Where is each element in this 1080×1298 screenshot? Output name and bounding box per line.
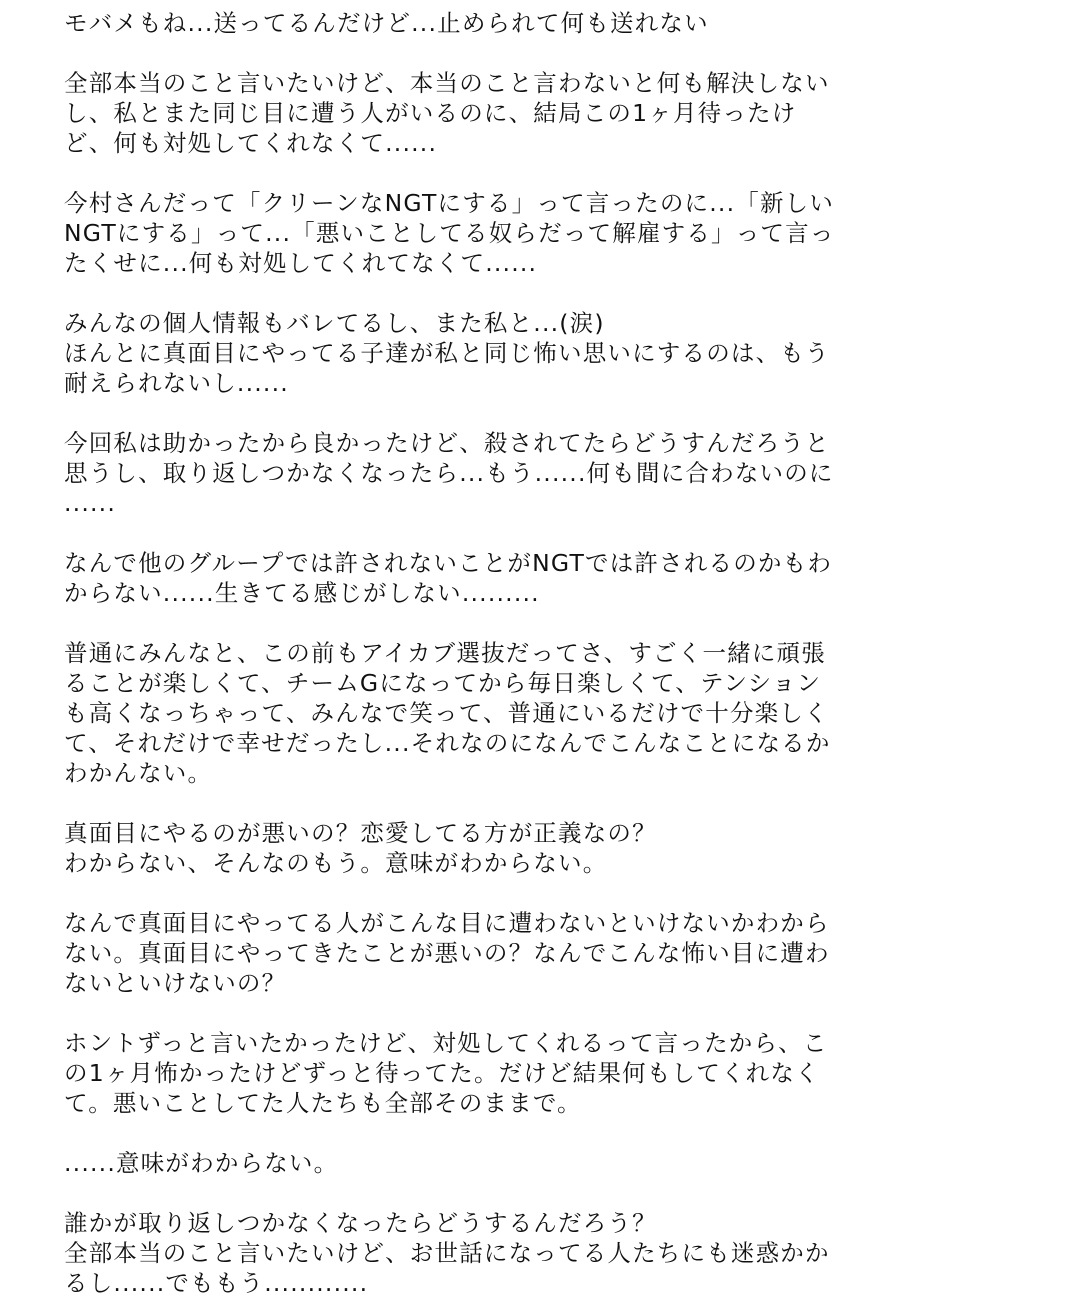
- paragraph-9: [64, 908, 1080, 998]
- text-line: ......: [64, 489, 117, 517]
- text-line: なんで他のグループでは許されないことがNGTでは許されるのかもわ: [64, 549, 833, 577]
- text-line: ......意味がわからない。: [64, 1149, 339, 1177]
- paragraph-5: [64, 428, 1080, 518]
- text-line: の1ヶ月怖かったけどずっと待ってた。だけど結果何もしてくれなく: [64, 1059, 820, 1087]
- text-line: 思うし、取り返しつかなくなったら...もう......何も間に合わないのに: [64, 459, 834, 487]
- text-line: るし......でももう............: [64, 1269, 369, 1297]
- text-line: 全部本当のこと言いたいけど、お世話になってる人たちにも迷惑かか: [64, 1239, 830, 1267]
- text-line: 今村さんだって「クリーンなNGTにする」って言ったのに...「新しい: [64, 189, 835, 217]
- paragraph-7: [64, 638, 1080, 788]
- paragraph-3: [64, 188, 1080, 278]
- paragraph-2: [64, 68, 1080, 158]
- text-line: 耐えられないし......: [64, 369, 289, 397]
- text-line: たくせに...何も対処してくれてなくて......: [64, 249, 538, 277]
- text-line: みんなの個人情報もバレてるし、また私と...(涙): [64, 309, 605, 337]
- text-line: ることが楽しくて、チームGになってから毎日楽しくて、テンション: [64, 669, 822, 697]
- text-line: 全部本当のこと言いたいけど、本当のこと言わないと何も解決しない: [64, 69, 830, 97]
- text-line: て。悪いことしてた人たちも全部そのままで。: [64, 1089, 582, 1117]
- paragraph-8: [64, 818, 1080, 878]
- text-line: 今回私は助かったから良かったけど、殺されてたらどうすんだろうと: [64, 429, 830, 457]
- paragraph-10: [64, 1028, 1080, 1118]
- text-line: ホントずっと言いたかったけど、対処してくれるって言ったから、こ: [64, 1029, 828, 1057]
- text-line: ほんとに真面目にやってる子達が私と同じ怖い思いにするのは、もう: [64, 339, 830, 367]
- paragraph-11: [64, 1148, 1080, 1178]
- text-line: 普通にみんなと、この前もアイカブ選抜だってさ、すごく一緒に頑張: [64, 639, 826, 667]
- text-line: し、私とまた同じ目に遭う人がいるのに、結局この1ヶ月待ったけ: [64, 99, 797, 127]
- text-line: なんで真面目にやってる人がこんな目に遭わないといけないかわから: [64, 909, 830, 937]
- text-line: ないといけないの？: [64, 969, 287, 997]
- text-line: NGTにする」って...「悪いことしてる奴らだって解雇する」って言っ: [64, 219, 835, 247]
- paragraph-12: [64, 1208, 1080, 1298]
- text-line: ど、何も対処してくれなくて......: [64, 129, 438, 157]
- paragraph-6: [64, 548, 1080, 608]
- text-line: 誰かが取り返しつかなくなったらどうするんだろう？: [64, 1209, 657, 1237]
- text-line: モバメもね...送ってるんだけど...止められて何も送れない: [64, 9, 709, 37]
- text-line: わからない、そんなのもう。意味がわからない。: [64, 849, 608, 877]
- paragraph-4: [64, 308, 1080, 398]
- text-line: も高くなっちゃって、みんなで笑って、普通にいるだけで十分楽しく: [64, 699, 829, 727]
- text-line: からない......生きてる感じがしない.........: [64, 579, 540, 607]
- text-line: わかんない。: [64, 759, 213, 787]
- text-line: 真面目にやるのが悪いの？恋愛してる方が正義なの？: [64, 819, 657, 847]
- text-line: て、それだけで幸せだったし...それなのになんでこんなことになるか: [64, 729, 831, 757]
- text-line: ない。真面目にやってきたことが悪いの？なんでこんな怖い目に遭わ: [64, 939, 830, 967]
- paragraph-1: [64, 8, 1080, 38]
